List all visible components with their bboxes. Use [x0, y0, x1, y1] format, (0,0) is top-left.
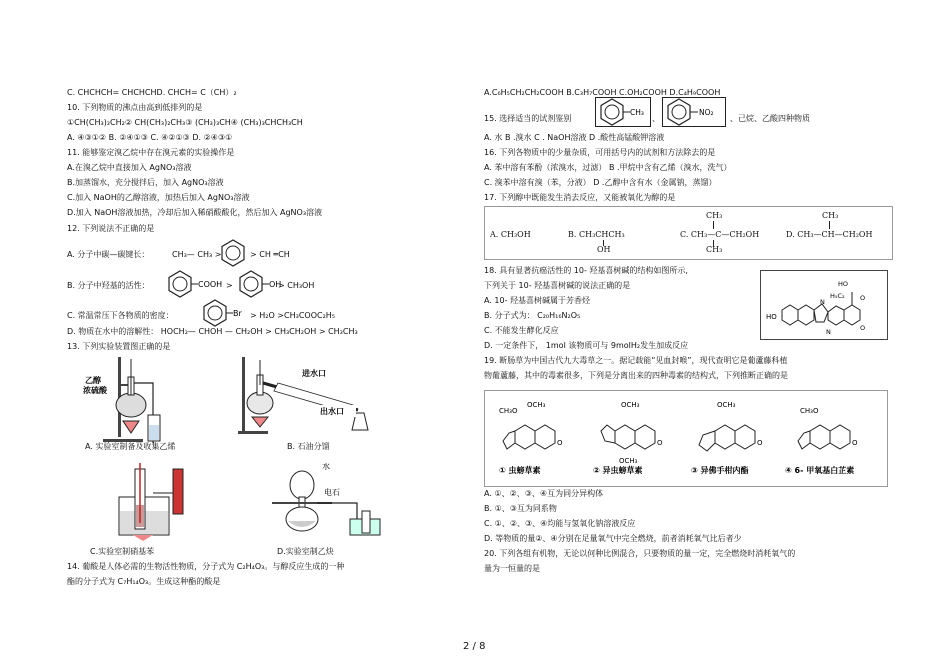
q17-c-bot: CH₃ — [706, 245, 723, 254]
apparatus-c-nitrobenzene — [113, 463, 195, 541]
svg-text:O: O — [860, 294, 866, 302]
q15-options: A. 水 B .溴水 C . NaOH溶液 D .酸性高锰酸钾溶液 — [484, 133, 665, 142]
q12-a-ethyne: > CH ═CH — [250, 250, 290, 259]
caption-c: C.实验室制硝基苯 — [90, 547, 155, 556]
q17-c-top: CH₃ — [706, 211, 723, 220]
q18-option-c: C. 不能发生酵化反应 — [484, 326, 559, 335]
q16-stem: 16. 下列各物质中的少量杂质，可用括号内的试剂和方法除去的是 — [484, 148, 716, 157]
caption-d: D.实验室制乙炔 — [277, 547, 334, 556]
hydroxycamptothecin-structure — [760, 270, 888, 340]
caption-a: A. 实验室制备及收集乙烯 — [85, 442, 176, 451]
svg-text:O: O — [557, 439, 563, 447]
q12-stem: 12. 下列说法不正确的是 — [67, 224, 155, 233]
svg-text:OCH₃: OCH₃ — [527, 401, 546, 409]
q11-stem: 11. 能够鉴定溴乙烷中存在溴元素的实验操作是 — [67, 148, 235, 157]
benzene-ring-icon — [218, 238, 248, 268]
apparatus-b-distillation — [238, 355, 383, 435]
toxin-structures — [485, 391, 887, 486]
svg-text:N: N — [826, 328, 831, 336]
toxin-name-4: ④ 6- 甲氧基白芷素 — [785, 466, 855, 475]
bond-c-top — [713, 221, 714, 229]
apparatus-d-acetylene — [262, 463, 392, 541]
label-water-out: 出水口 — [320, 407, 344, 416]
svg-text:N: N — [820, 298, 825, 306]
q17-stem: 17. 下列醇中既能发生消去反应，又能被氧化为醇的是 — [484, 193, 676, 202]
q12-option-c: C. 常温常压下各物质的密度： — [67, 311, 174, 320]
q11-option-c: C.加入 NaOH的乙醇溶液，加热后加入 AgNO₃溶液 — [67, 193, 250, 202]
q12-c-rest: > H₂O >CH₃COOC₂H₅ — [250, 311, 336, 320]
q9-option-cd: C. CHCHCH= CHCHCHD. CHCH= C（CH）₂ — [67, 88, 237, 97]
q16-options-cd: C. 溴苯中溶有溴（苯，分液） D .乙醇中含有水（金属钠，蒸馏） — [484, 178, 717, 187]
q19-option-d: D. 等物质的量②、④分别在足量氧气中完全燃烧，前者消耗氧气比后者少 — [484, 534, 742, 543]
svg-text:O: O — [852, 439, 858, 447]
label-water-in: 进水口 — [302, 369, 326, 378]
q17-d-top: CH₃ — [822, 211, 839, 220]
ethyl-label: H₅C₂ — [830, 292, 845, 300]
svg-text:OCH₃: OCH₃ — [717, 401, 736, 409]
q11-option-d: D.加入 NaOH溶液加热，冷却后加入稀硝酸酸化，然后加入 AgNO₃溶液 — [67, 208, 323, 217]
cooh-label: COOH — [198, 280, 223, 289]
svg-text:O: O — [657, 439, 663, 447]
toxin-name-1: ① 虫螃草素 — [499, 466, 541, 475]
q19-option-c: C. ①、②、③、④均能与氢氧化钠溶液反应 — [484, 519, 636, 528]
toluene-structure — [595, 97, 651, 127]
q14-stem-1: 14. 葡酸是人体必需的生物活性物质，分子式为 C₂H₄O₃。与醇反应生成的一种 — [67, 562, 345, 571]
bromobenzene-structure — [200, 298, 250, 328]
ho-label-top: HO — [838, 280, 849, 288]
nitrobenzene-structure — [662, 97, 726, 127]
toxin-name-2: ② 异虫螃草素 — [593, 466, 643, 475]
q17-option-c: C. CH₃—C—CH₂OH — [680, 230, 760, 239]
q10-stem: 10. 下列物质的沸点由高到低排列的是 — [67, 103, 203, 112]
q20-stem-1: 20. 下列各组有机物，无论以何种比例混合，只要物质的量一定，完全燃烧时消耗氧气的 — [484, 549, 796, 558]
q18-line-1: 18. 具有显著抗癌活性的 10- 羟基喜树碱的结构如图所示, — [484, 266, 688, 275]
label-h2so4: 浓硫酸 — [83, 386, 107, 395]
no2-label: NO₂ — [699, 108, 714, 117]
q18-option-b: B. 分子式为： C₂₀H₁₆N₂O₅ — [484, 311, 581, 320]
q14-options: A.C₆H₅CH₂CH₂COOH B.C₃H₇COOH C.OH₂COOH D.C₄H₉COOH — [484, 88, 721, 97]
label-ethanol: 乙醇 — [85, 376, 101, 385]
svg-text:OCH₃: OCH₃ — [621, 401, 640, 409]
br-label: Br — [233, 309, 242, 318]
q19-stem-2: 物葡蘆藤，其中的毒素很多，下列是分离出来的四种毒素的结构式，下列推断正确的是 — [484, 371, 788, 380]
oh-label: OH — [269, 280, 282, 289]
ho-label-ring: HO — [766, 313, 777, 321]
q12-option-a: A. 分子中碳—碳键长： — [67, 250, 150, 259]
q17-option-b: B. CH₃CHCH₃ — [568, 230, 625, 239]
apparatus-a-ethylene — [83, 355, 178, 443]
ch3-label: CH₃ — [630, 108, 644, 117]
q19-option-a: A. ①、②、③、④互为同分异构体 — [484, 489, 604, 498]
q12-b-gt: > — [226, 281, 233, 290]
q10-compounds: ①CH(CH₃)₂CH₂② CH(CH₃)₂CH₃③ (CH₃)₃CH④ (CH₃)₃CHCH₃CH — [67, 118, 303, 127]
q18-line-2: 下列关于 10- 羟基喜树碱的说法正确的是 — [484, 281, 631, 290]
q18-option-d: D. 一定条件下， 1mol 该物质可与 9molH₂发生加成反应 — [484, 341, 689, 350]
q15-stem-pre: 15. 选择适当的试剂鉴别 — [484, 114, 572, 123]
q12-option-b: B. 分子中羟基的活性： — [67, 281, 150, 290]
toxin-name-3: ③ 异佛手柑内酯 — [691, 466, 749, 475]
q16-options-ab: A. 苯中溶有苯酚（浓溴水，过滤） B .甲烷中含有乙烯（溴水，洗气） — [484, 163, 732, 172]
q13-stem: 13. 下列实验装置图正确的是 — [67, 342, 171, 351]
svg-text:OCH₃: OCH₃ — [619, 457, 638, 465]
toxins-figure-box — [484, 390, 888, 487]
toxin-2 — [601, 401, 663, 465]
q11-option-b: B.加蒸馏水，充分搅拌后，加入 AgNO₃溶液 — [67, 178, 224, 187]
benzoic-acid-structure — [165, 269, 229, 299]
q12-option-d: D. 物质在水中的溶解性： HOCH₂— CHOH — CH₂OH > CH₃CH₂OH > CH₃CH₃ — [67, 327, 358, 336]
q12-b-methanol: > CH₃OH — [278, 281, 315, 290]
q17-b-oh: OH — [597, 245, 611, 254]
toxin-1 — [499, 401, 563, 449]
q10-options: A. ④③①② B. ②④①③ C. ④②①③ D. ②④③① — [67, 133, 233, 142]
svg-text:CH₃O: CH₃O — [800, 407, 819, 415]
svg-text:O: O — [757, 439, 763, 447]
q20-stem-2: 量为一恒量的是 — [484, 564, 540, 573]
q17-option-a: A. CH₃OH — [490, 230, 531, 239]
q17-option-d: D. CH₃—CH—CH₂OH — [786, 230, 873, 239]
q12-a-ethane: CH₃— CH₃ > — [172, 250, 222, 259]
bond-d-top — [829, 221, 830, 229]
q15-stem-post: 、己烷、乙酸四种物质 — [730, 114, 810, 123]
caption-b: B. 石油分馏 — [287, 442, 330, 451]
q19-option-b: B. ①、③互为同系物 — [484, 504, 557, 513]
comma-1: 、 — [652, 114, 660, 123]
svg-text:CH₃O: CH₃O — [499, 407, 518, 415]
q18-option-a: A. 10- 羟基喜树碱属于芳香烃 — [484, 296, 591, 305]
toxin-4 — [798, 407, 858, 449]
q11-option-a: A.在溴乙烷中直接加入 AgNO₃溶液 — [67, 163, 192, 172]
page-number: 2 / 8 — [463, 641, 486, 652]
svg-text:O: O — [860, 324, 866, 332]
label-calcium-carbide: 电石 — [324, 488, 340, 497]
label-water: 水 — [322, 463, 330, 471]
q14-stem-2: 酯的分子式为 C₇H₁₄O₃。生成这种酯的酸是 — [67, 577, 221, 586]
q19-stem-1: 19. 断肠草为中国古代九大毒草之一。据记载能“见血封喉”，现代查明它是葡蘆藤科植 — [484, 356, 788, 365]
toxin-3 — [699, 401, 763, 451]
